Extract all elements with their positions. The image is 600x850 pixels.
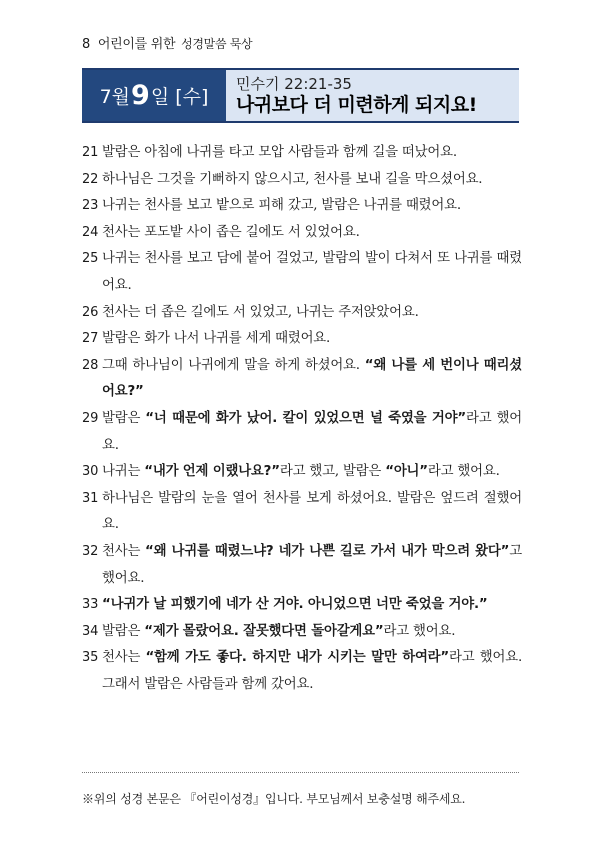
verse-narration-end: 라고 했어요. 그래서 발람은 사람들과 함께 갔어요. — [102, 650, 523, 692]
verse-text: 천사는 더 좁은 길에도 서 있었고, 나귀는 주저앉았어요. — [102, 304, 419, 320]
series-title: 어린이를 위한 — [97, 37, 176, 52]
verse-number: 21 — [82, 145, 99, 160]
verse-24 — [82, 220, 522, 247]
verse-speech: “제가 몰랐어요. 잘못했다면 돌아갈게요” — [144, 623, 384, 639]
verse-narration-end: 고 했어요. — [102, 543, 522, 586]
verse-speech: “함께 가도 좋다. 하지만 내가 시키는 말만 하여라” — [145, 650, 450, 666]
verse-narration-end: 라고 했어요. — [427, 464, 500, 480]
verse-narration: 발람은 — [102, 410, 146, 426]
verse-text: 나귀는 천사를 보고 밭으로 피해 갔고, 발람은 나귀를 때렸어요. — [102, 198, 461, 214]
verse-narration: 천사는 — [102, 543, 145, 559]
verse-29 — [82, 406, 522, 459]
verse-23 — [82, 193, 522, 220]
verse-34 — [82, 619, 522, 646]
verse-number: 22 — [82, 171, 99, 187]
verse-number: 27 — [82, 331, 99, 347]
verse-narration: 천사는 — [102, 650, 146, 666]
verse-number: 25 — [82, 251, 99, 267]
verse-narration: 발람은 — [102, 623, 145, 639]
verse-32 — [82, 539, 522, 592]
verse-27 — [82, 326, 522, 353]
verse-narration-end: 라고 했어요. — [383, 623, 456, 639]
verse-30 — [82, 459, 522, 486]
verse-speech: “왜 나귀를 때렸느냐? 네가 나쁜 길로 가서 내가 막으려 왔다” — [144, 543, 510, 559]
date-month: 7월 — [99, 86, 131, 108]
verse-speech: “너 때문에 화가 났어. 칼이 있었으면 널 죽였을 거야” — [145, 410, 466, 426]
date-day-suffix: 일 — [150, 86, 170, 108]
verse-number: 23 — [82, 198, 99, 214]
verse-narration: 그때 하나님이 나귀에게 말을 하게 하셨어요. — [102, 357, 365, 373]
verse-35 — [82, 645, 522, 698]
book-title: 성경말씀 묵상 — [181, 37, 253, 51]
verse-number: 32 — [82, 543, 99, 559]
verse-list — [82, 140, 522, 698]
scripture-reference: 민수기 22:21-35 — [236, 74, 352, 93]
verse-speech: “왜 나를 세 번이나 때리셨어요?” — [102, 357, 522, 400]
verse-number: 31 — [82, 490, 99, 506]
verse-text: 하나님은 발람의 눈을 열어 천사를 보게 하셨어요. 발람은 엎드려 절했어요. — [102, 490, 522, 533]
title-box — [226, 70, 519, 121]
verse-narration-end: 라고 했어요. — [102, 410, 523, 453]
date-box — [82, 70, 226, 121]
verse-33 — [82, 592, 522, 619]
page-title: 나귀보다 더 미련하게 되지요! — [236, 93, 477, 116]
devotion-banner — [82, 68, 519, 123]
verse-31 — [82, 486, 522, 539]
verse-21 — [82, 140, 522, 167]
footer-divider — [82, 772, 519, 773]
verse-text: 천사는 포도밭 사이 좁은 길에도 서 있었어요. — [102, 224, 360, 240]
verse-number: 34 — [82, 623, 99, 639]
verse-text: 하나님은 그것을 기뻐하지 않으시고, 천사를 보내 길을 막으셨어요. — [102, 171, 483, 187]
verse-number: 30 — [82, 464, 99, 480]
verse-28 — [82, 353, 522, 406]
verse-number: 26 — [82, 304, 99, 320]
verse-25 — [82, 246, 522, 299]
running-head — [82, 33, 252, 52]
verse-number: 35 — [82, 650, 99, 666]
verse-text: “나귀가 날 피했기에 네가 산 거야. 아니었으면 너만 죽었을 거야.” — [102, 597, 488, 613]
verse-number: 28 — [82, 357, 99, 373]
verse-26 — [82, 300, 522, 327]
verse-text: 나귀는 천사를 보고 담에 붙어 걸었고, 발람의 발이 다쳐서 또 나귀를 때렸어요. — [102, 251, 522, 293]
verse-speech: “내가 언제 이랬나요?” — [144, 464, 280, 480]
date-day: 9 — [131, 80, 150, 111]
page-number: 8 — [82, 37, 90, 52]
verse-number: 33 — [82, 597, 99, 613]
verse-text: 발람은 아침에 나귀를 타고 모압 사람들과 함께 길을 떠났어요. — [102, 145, 457, 160]
footer-note: ※위의 성경 본문은 『어린이성경』입니다. 부모님께서 보충설명 해주세요. — [82, 792, 466, 806]
verse-narration-mid: 라고 했고, 발람은 — [279, 464, 386, 480]
verse-number: 29 — [82, 410, 99, 426]
verse-number: 24 — [82, 224, 99, 240]
verse-text: 발람은 화가 나서 나귀를 세게 때렸어요. — [102, 331, 331, 347]
verse-22 — [82, 167, 522, 194]
verse-narration: 나귀는 — [102, 464, 145, 480]
date-weekday: [수] — [175, 86, 209, 108]
verse-speech-2: “아니” — [385, 464, 428, 480]
